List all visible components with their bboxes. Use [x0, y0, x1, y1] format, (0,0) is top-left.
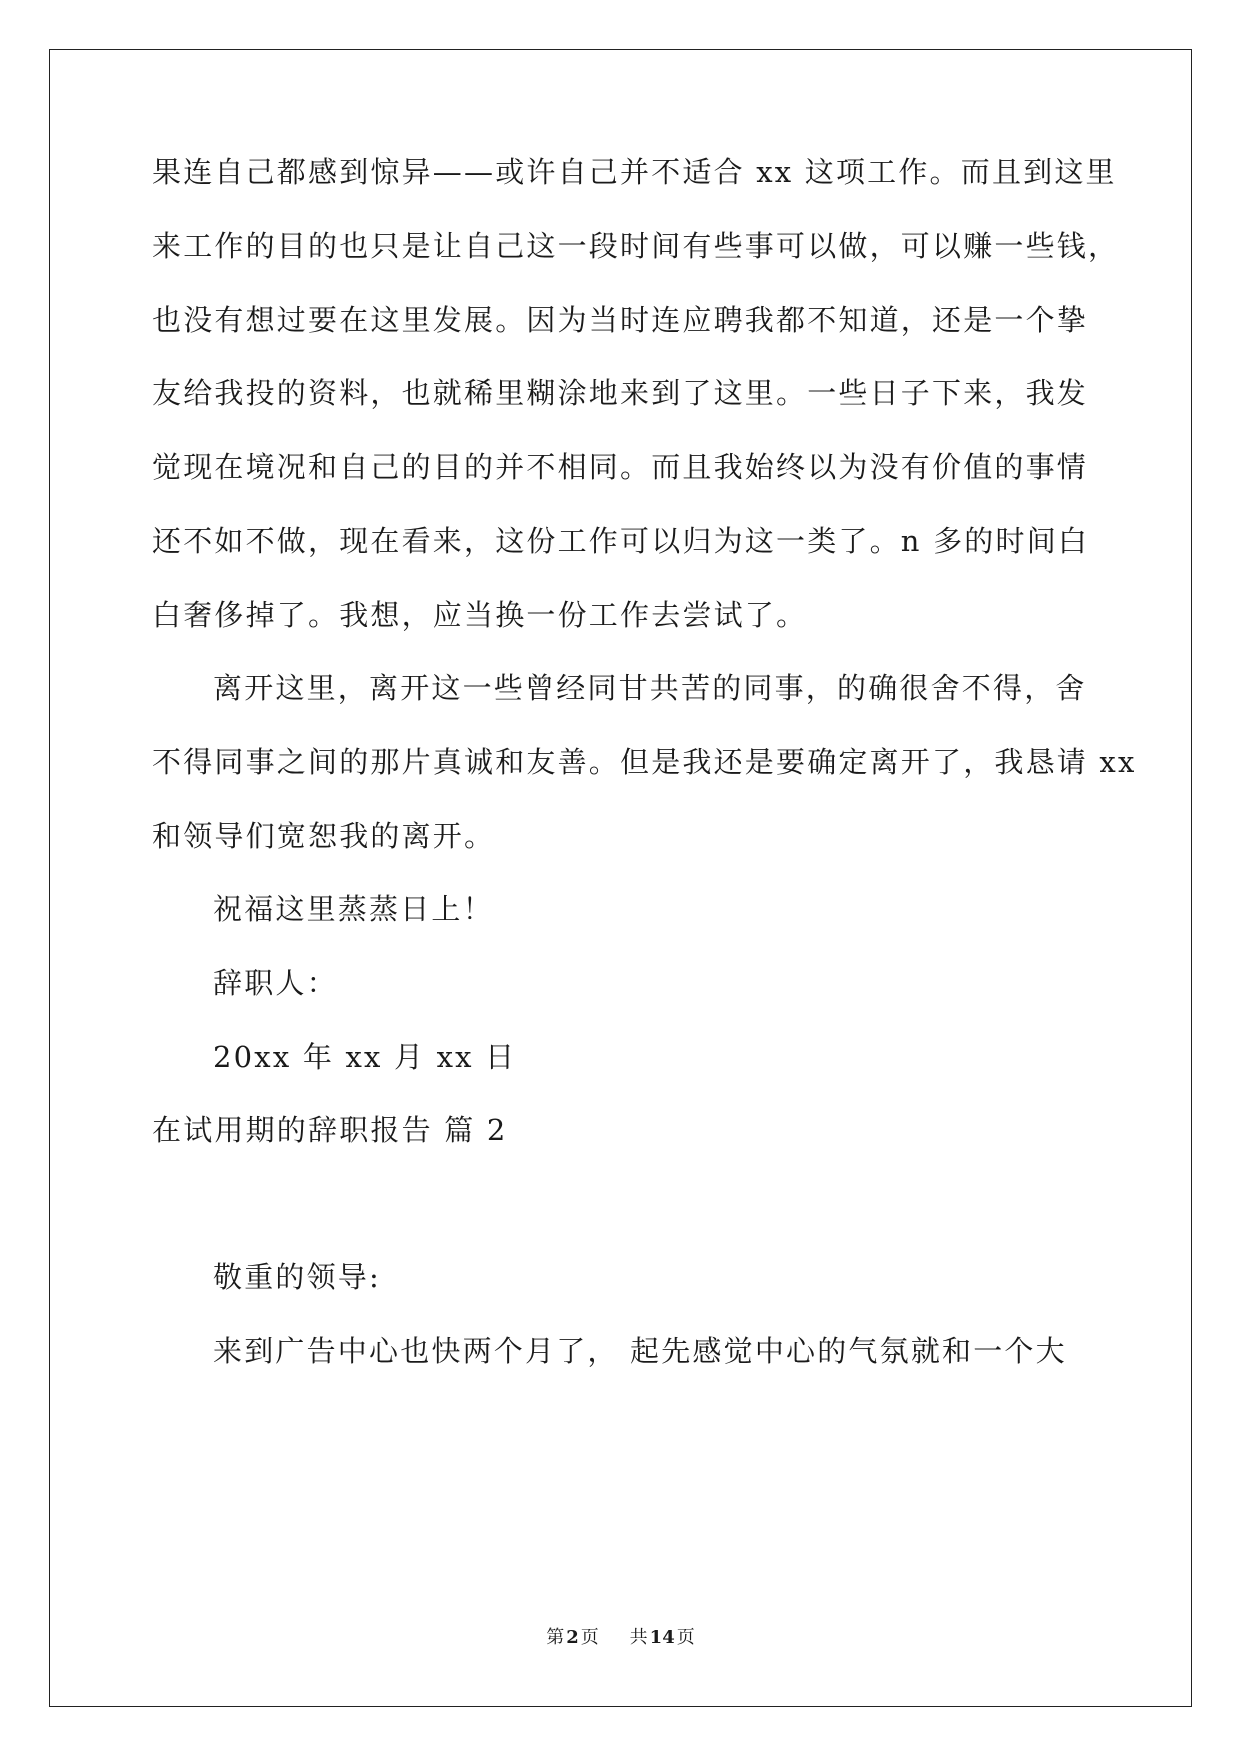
page-footer	[0, 1623, 1241, 1649]
page-number-label: 第 2 页	[546, 1627, 599, 1648]
signer-label: 辞职人：	[213, 966, 338, 1000]
body-text-line: 离开这里，离开这一些曾经同甘共苦的同事，的确很舍不得，舍	[213, 671, 1087, 705]
body-text-line: 友给我投的资料，也就稀里糊涂地来到了这里。一些日子下来，我发	[152, 376, 1089, 410]
salutation: 敬重的领导:	[213, 1260, 381, 1294]
body-text-line: 觉现在境况和自己的目的并不相同。而且我始终以为没有价值的事情	[152, 450, 1089, 484]
section-title: 在试用期的辞职报告 篇 2	[152, 1113, 508, 1147]
body-text-line: 白奢侈掉了。我想，应当换一份工作去尝试了。	[152, 598, 808, 632]
total-pages-label: 共 14 页	[629, 1627, 695, 1648]
body-text-line: 和领导们宽恕我的离开。	[152, 819, 496, 853]
blessing-text: 祝福这里蒸蒸日上！	[213, 892, 494, 926]
date-text: 20xx 年 xx 月 xx 日	[213, 1040, 517, 1074]
body-text-line: 还不如不做，现在看来，这份工作可以归为这一类了。n 多的时间白	[152, 524, 1090, 558]
page-border	[49, 49, 1192, 1707]
body-text-line: 来到广告中心也快两个月了， 起先感觉中心的气氛就和一个大	[213, 1334, 1067, 1368]
body-text-line: 果连自己都感到惊异——或许自己并不适合 xx 这项工作。而且到这里	[152, 155, 1117, 189]
body-text-line: 不得同事之间的那片真诚和友善。但是我还是要确定离开了，我恳请 xx	[152, 745, 1137, 779]
body-text-line: 来工作的目的也只是让自己这一段时间有些事可以做，可以赚一些钱，	[152, 229, 1120, 263]
body-text-line: 也没有想过要在这里发展。因为当时连应聘我都不知道，还是一个挚	[152, 303, 1089, 337]
